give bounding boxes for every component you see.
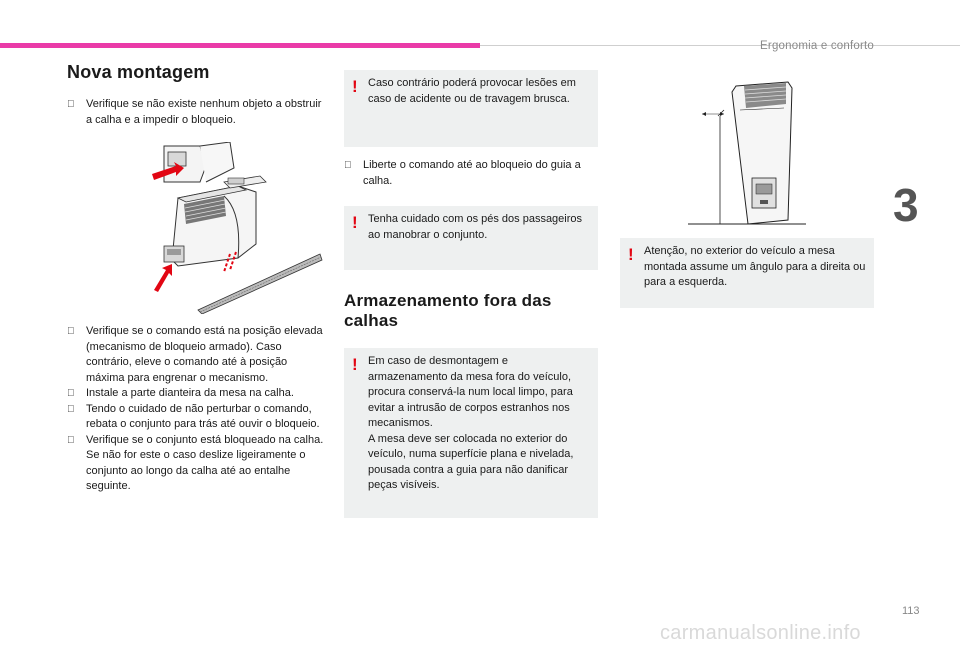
list-item: Liberte o comando até ao bloqueio do guia a calha. — [344, 158, 598, 189]
page-number: 113 — [902, 605, 920, 617]
chapter-accent-bar — [0, 43, 480, 48]
illustration-table-upright — [688, 80, 808, 226]
list-item: Verifique se o conjunto está bloqueado na calha. Se não for este o caso deslize ligeiramente o conjunto ao longo da calha até ao entalhe seguinte. — [67, 433, 325, 495]
bullet-icon — [67, 97, 81, 113]
section-heading-armazenamento: Armazenamento fora das calhas — [344, 291, 552, 330]
list-item: Tendo o cuidado de não perturbar o comando, rebata o conjunto para trás até ouvir o bloqueio. — [67, 402, 325, 433]
instruction-list — [67, 324, 325, 495]
chapter-title: Ergonomia e conforto — [760, 40, 874, 52]
section-heading-nova-montagem: Nova montagem — [67, 62, 210, 82]
bullet-icon — [344, 158, 358, 174]
column-left — [67, 62, 325, 495]
table-angle-illustration — [688, 80, 808, 226]
list-item: Verifique se não existe nenhum objeto a obstruir a calha e a impedir o bloqueio. — [67, 97, 325, 128]
column-right — [620, 80, 874, 308]
warning-icon: ! — [352, 213, 358, 232]
table-mounting-illustration — [138, 142, 323, 314]
chapter-number: 3 — [893, 179, 919, 231]
warning-box: ! Caso contrário poderá provocar lesões em caso de acidente ou de travagem brusca. — [344, 70, 598, 147]
warning-box: ! Em caso de desmontagem e armazenamento da mesa fora do veículo, procura conservá-la num local limpo, para evitar a intrusão de corpos estranhos nos mecanismos. A mesa deve ser colocada no exterior do veículo, numa superfície plana e nivelada, pousada contra a guia para não danificar peças visíveis. — [344, 348, 598, 518]
watermark-text: carmanualsonline.info — [660, 622, 861, 644]
bullet-icon — [67, 402, 81, 418]
header-rule — [480, 45, 960, 46]
column-middle — [344, 70, 598, 518]
list-item: Verifique se o comando está na posição elevada (mecanismo de bloqueio armado). Caso contrário, eleve o comando até à posição máxima para engrenar o mecanismo. — [67, 324, 325, 386]
warning-box: ! Atenção, no exterior do veículo a mesa montada assume um ângulo para a direita ou para a esquerda. — [620, 238, 874, 308]
list-item: Instale a parte dianteira da mesa na calha. — [67, 386, 325, 402]
warning-icon: ! — [628, 245, 634, 264]
bullet-icon — [67, 433, 81, 449]
warning-icon: ! — [352, 355, 358, 374]
bullet-icon — [67, 386, 81, 402]
warning-icon: ! — [352, 77, 358, 96]
illustration-table-rail — [138, 142, 323, 314]
bullet-icon — [67, 324, 81, 340]
warning-box: ! Tenha cuidado com os pés dos passageiros ao manobrar o conjunto. — [344, 206, 598, 270]
